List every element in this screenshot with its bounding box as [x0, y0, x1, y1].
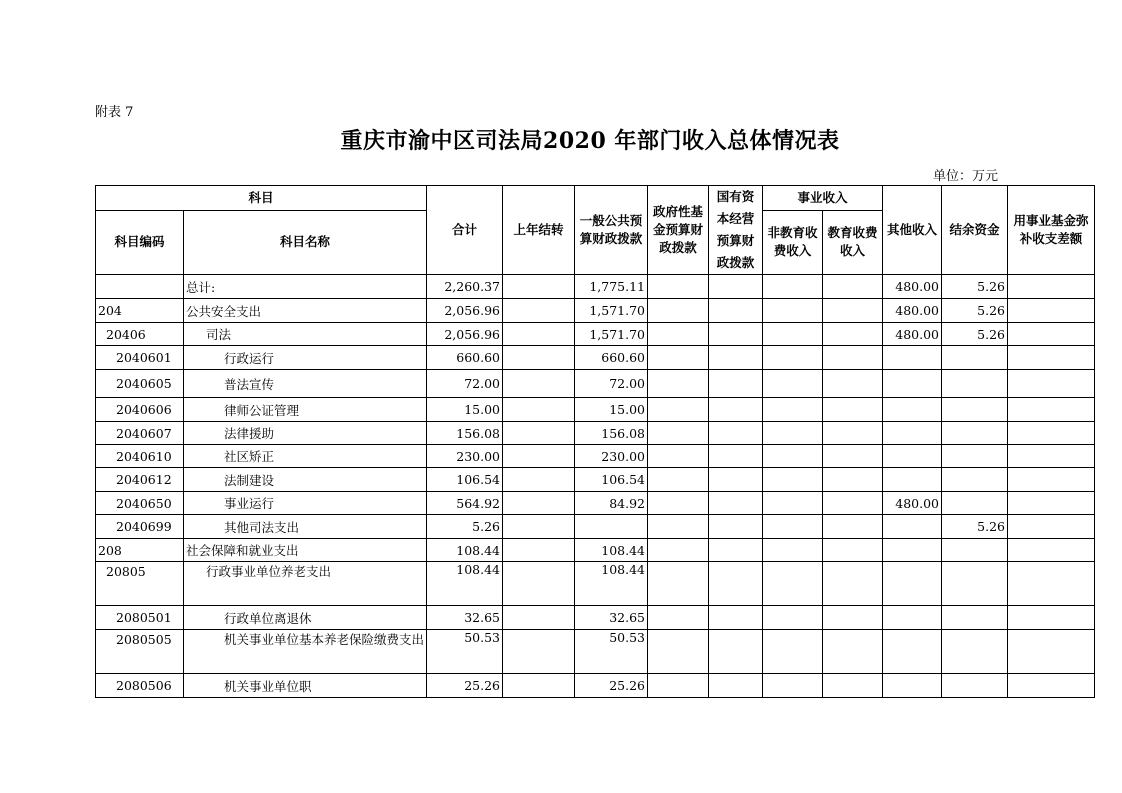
value-cell-total: 2,260.37: [427, 275, 503, 299]
subject-name-cell: 普法宣传: [184, 370, 427, 398]
value-cell-total: 156.08: [427, 422, 503, 445]
value-cell-gov-fund: [648, 422, 709, 445]
table-row: [96, 562, 1095, 606]
value-cell-state-cap: [709, 299, 763, 323]
header-carryover: 上年结转: [503, 186, 575, 275]
value-cell-fund-offset: [1008, 468, 1095, 492]
subject-code-cell: 2040606: [96, 398, 184, 422]
value-cell-surplus: [942, 468, 1008, 492]
subject-name-cell: 总计:: [184, 275, 427, 299]
value-cell-carryover: [503, 492, 575, 515]
value-cell-fund-offset: [1008, 299, 1095, 323]
value-cell-other: 480.00: [883, 299, 942, 323]
value-cell-edu: [823, 674, 883, 698]
value-cell-carryover: [503, 674, 575, 698]
value-cell-edu: [823, 492, 883, 515]
value-cell-state-cap: [709, 468, 763, 492]
header-subject: 科目: [96, 186, 427, 211]
value-cell-gov-fund: [648, 468, 709, 492]
value-cell-total: 32.65: [427, 606, 503, 630]
value-cell-state-cap: [709, 398, 763, 422]
header-total: 合计: [427, 186, 503, 275]
value-cell-carryover: [503, 323, 575, 346]
subject-code-cell: 2040607: [96, 422, 184, 445]
subject-name-cell: 法律援助: [184, 422, 427, 445]
table-row: [96, 539, 1095, 562]
value-cell-non-edu: [763, 674, 823, 698]
value-cell-general: 1,571.70: [575, 299, 648, 323]
value-cell-non-edu: [763, 539, 823, 562]
value-cell-edu: [823, 275, 883, 299]
table-row: [96, 422, 1095, 445]
subject-code-cell: 204: [96, 299, 184, 323]
value-cell-fund-offset: [1008, 398, 1095, 422]
value-cell-surplus: [942, 630, 1008, 674]
value-cell-total: 230.00: [427, 445, 503, 468]
value-cell-total: 108.44: [427, 562, 503, 606]
value-cell-carryover: [503, 630, 575, 674]
unit-label: 单位：万元: [932, 169, 998, 184]
value-cell-carryover: [503, 562, 575, 606]
value-cell-gov-fund: [648, 323, 709, 346]
subject-code-cell: 2040610: [96, 445, 184, 468]
value-cell-other: [883, 422, 942, 445]
value-cell-total: 564.92: [427, 492, 503, 515]
value-cell-surplus: 5.26: [942, 275, 1008, 299]
value-cell-general: 15.00: [575, 398, 648, 422]
value-cell-total: 5.26: [427, 515, 503, 539]
value-cell-other: [883, 674, 942, 698]
value-cell-carryover: [503, 398, 575, 422]
value-cell-general: 1,571.70: [575, 323, 648, 346]
subject-code-cell: 20805: [96, 562, 184, 606]
value-cell-surplus: [942, 370, 1008, 398]
value-cell-non-edu: [763, 492, 823, 515]
value-cell-fund-offset: [1008, 606, 1095, 630]
value-cell-other: [883, 630, 942, 674]
table-row: [96, 445, 1095, 468]
value-cell-fund-offset: [1008, 539, 1095, 562]
value-cell-fund-offset: [1008, 275, 1095, 299]
value-cell-state-cap: [709, 492, 763, 515]
table-row: [96, 275, 1095, 299]
value-cell-fund-offset: [1008, 630, 1095, 674]
value-cell-gov-fund: [648, 562, 709, 606]
value-cell-total: 108.44: [427, 539, 503, 562]
header-edu-fee: 教育收费收入: [823, 210, 883, 274]
value-cell-non-edu: [763, 275, 823, 299]
subject-name-cell: 机关事业单位基本养老保险缴费支出: [184, 630, 427, 674]
subject-name-cell: 事业运行: [184, 492, 427, 515]
value-cell-other: [883, 445, 942, 468]
table-row: [96, 630, 1095, 674]
value-cell-gov-fund: [648, 674, 709, 698]
value-cell-gov-fund: [648, 445, 709, 468]
value-cell-general: 1,775.11: [575, 275, 648, 299]
value-cell-state-cap: [709, 346, 763, 370]
header-gov-fund: 政府性基金预算财政拨款: [648, 186, 709, 275]
table-row: [96, 299, 1095, 323]
subject-name-cell: 社会保障和就业支出: [184, 539, 427, 562]
table-row: [96, 346, 1095, 370]
value-cell-surplus: [942, 445, 1008, 468]
value-cell-gov-fund: [648, 275, 709, 299]
subject-code-cell: 2040612: [96, 468, 184, 492]
header-fund-offset: 用事业基金弥补收支差额: [1008, 186, 1095, 275]
value-cell-non-edu: [763, 562, 823, 606]
table-body: [96, 275, 1095, 698]
value-cell-carryover: [503, 539, 575, 562]
value-cell-non-edu: [763, 606, 823, 630]
header-surplus: 结余资金: [942, 186, 1008, 275]
value-cell-edu: [823, 299, 883, 323]
value-cell-edu: [823, 346, 883, 370]
value-cell-state-cap: [709, 630, 763, 674]
table-row: [96, 398, 1095, 422]
value-cell-other: [883, 468, 942, 492]
value-cell-surplus: [942, 539, 1008, 562]
table-row: [96, 323, 1095, 346]
value-cell-carryover: [503, 299, 575, 323]
value-cell-surplus: [942, 422, 1008, 445]
annex-label: 附表 7: [95, 105, 134, 120]
value-cell-other: [883, 515, 942, 539]
value-cell-non-edu: [763, 468, 823, 492]
value-cell-state-cap: [709, 370, 763, 398]
value-cell-gov-fund: [648, 606, 709, 630]
value-cell-total: 2,056.96: [427, 323, 503, 346]
income-table: [95, 185, 1095, 698]
subject-name-cell: 行政事业单位养老支出: [184, 562, 427, 606]
value-cell-general: 25.26: [575, 674, 648, 698]
header-general-budget: 一般公共预算财政拨款: [575, 186, 648, 275]
value-cell-total: 25.26: [427, 674, 503, 698]
value-cell-total: 660.60: [427, 346, 503, 370]
value-cell-other: [883, 562, 942, 606]
value-cell-general: 50.53: [575, 630, 648, 674]
subject-code-cell: [96, 275, 184, 299]
value-cell-edu: [823, 323, 883, 346]
value-cell-fund-offset: [1008, 370, 1095, 398]
subject-name-cell: 行政运行: [184, 346, 427, 370]
table-row: [96, 468, 1095, 492]
value-cell-surplus: 5.26: [942, 515, 1008, 539]
subject-name-cell: 公共安全支出: [184, 299, 427, 323]
value-cell-state-cap: [709, 422, 763, 445]
value-cell-fund-offset: [1008, 422, 1095, 445]
value-cell-edu: [823, 398, 883, 422]
value-cell-fund-offset: [1008, 492, 1095, 515]
value-cell-other: 480.00: [883, 323, 942, 346]
subject-code-cell: 20406: [96, 323, 184, 346]
value-cell-edu: [823, 539, 883, 562]
value-cell-non-edu: [763, 515, 823, 539]
subject-name-cell: 行政单位离退休: [184, 606, 427, 630]
value-cell-carryover: [503, 468, 575, 492]
value-cell-state-cap: [709, 515, 763, 539]
value-cell-carryover: [503, 275, 575, 299]
subject-code-cell: 2040699: [96, 515, 184, 539]
value-cell-surplus: [942, 492, 1008, 515]
header-other-income: 其他收入: [883, 186, 942, 275]
value-cell-general: 230.00: [575, 445, 648, 468]
header-subject-name: 科目名称: [184, 210, 427, 274]
value-cell-general: 72.00: [575, 370, 648, 398]
value-cell-general: 156.08: [575, 422, 648, 445]
subject-name-cell: 法制建设: [184, 468, 427, 492]
subject-name-cell: 机关事业单位职: [184, 674, 427, 698]
value-cell-carryover: [503, 606, 575, 630]
subject-code-cell: 2080501: [96, 606, 184, 630]
value-cell-gov-fund: [648, 539, 709, 562]
value-cell-edu: [823, 468, 883, 492]
value-cell-state-cap: [709, 562, 763, 606]
value-cell-general: 108.44: [575, 562, 648, 606]
table-row: [96, 515, 1095, 539]
value-cell-non-edu: [763, 630, 823, 674]
header-subject-code: 科目编码: [96, 210, 184, 274]
value-cell-fund-offset: [1008, 562, 1095, 606]
value-cell-edu: [823, 445, 883, 468]
value-cell-total: 106.54: [427, 468, 503, 492]
value-cell-other: 480.00: [883, 275, 942, 299]
value-cell-non-edu: [763, 422, 823, 445]
subject-name-cell: 社区矫正: [184, 445, 427, 468]
value-cell-state-cap: [709, 275, 763, 299]
value-cell-carryover: [503, 370, 575, 398]
page-title: 重庆市渝中区司法局2020 年部门收入总体情况表: [340, 128, 840, 154]
value-cell-total: 50.53: [427, 630, 503, 674]
value-cell-non-edu: [763, 370, 823, 398]
value-cell-other: 480.00: [883, 492, 942, 515]
value-cell-total: 2,056.96: [427, 299, 503, 323]
value-cell-carryover: [503, 346, 575, 370]
value-cell-general: 84.92: [575, 492, 648, 515]
subject-name-cell: 律师公证管理: [184, 398, 427, 422]
subject-code-cell: 2040601: [96, 346, 184, 370]
value-cell-state-cap: [709, 323, 763, 346]
value-cell-non-edu: [763, 398, 823, 422]
header-state-capital: 国有资本经营预算财政拨款: [709, 186, 763, 275]
subject-code-cell: 208: [96, 539, 184, 562]
value-cell-surplus: [942, 606, 1008, 630]
value-cell-non-edu: [763, 346, 823, 370]
value-cell-surplus: [942, 562, 1008, 606]
value-cell-general: 108.44: [575, 539, 648, 562]
table-row: [96, 370, 1095, 398]
value-cell-other: [883, 539, 942, 562]
value-cell-edu: [823, 606, 883, 630]
subject-name-cell: 司法: [184, 323, 427, 346]
value-cell-surplus: [942, 346, 1008, 370]
header-business-income: 事业收入: [763, 186, 883, 211]
value-cell-state-cap: [709, 606, 763, 630]
value-cell-surplus: [942, 398, 1008, 422]
header-non-edu-fee: 非教育收费收入: [763, 210, 823, 274]
subject-code-cell: 2040605: [96, 370, 184, 398]
value-cell-gov-fund: [648, 370, 709, 398]
value-cell-fund-offset: [1008, 674, 1095, 698]
value-cell-gov-fund: [648, 515, 709, 539]
value-cell-edu: [823, 370, 883, 398]
value-cell-non-edu: [763, 299, 823, 323]
value-cell-edu: [823, 422, 883, 445]
value-cell-gov-fund: [648, 346, 709, 370]
value-cell-gov-fund: [648, 492, 709, 515]
value-cell-general: 32.65: [575, 606, 648, 630]
value-cell-state-cap: [709, 674, 763, 698]
value-cell-other: [883, 606, 942, 630]
value-cell-general: 106.54: [575, 468, 648, 492]
table-row: [96, 606, 1095, 630]
value-cell-carryover: [503, 515, 575, 539]
value-cell-fund-offset: [1008, 346, 1095, 370]
value-cell-surplus: 5.26: [942, 299, 1008, 323]
value-cell-carryover: [503, 422, 575, 445]
value-cell-carryover: [503, 445, 575, 468]
table-row: [96, 674, 1095, 698]
value-cell-fund-offset: [1008, 323, 1095, 346]
value-cell-other: [883, 346, 942, 370]
value-cell-surplus: 5.26: [942, 323, 1008, 346]
subject-code-cell: 2080505: [96, 630, 184, 674]
subject-name-cell: 其他司法支出: [184, 515, 427, 539]
value-cell-other: [883, 370, 942, 398]
value-cell-total: 15.00: [427, 398, 503, 422]
value-cell-gov-fund: [648, 299, 709, 323]
value-cell-edu: [823, 630, 883, 674]
subject-code-cell: 2080506: [96, 674, 184, 698]
value-cell-fund-offset: [1008, 445, 1095, 468]
value-cell-fund-offset: [1008, 515, 1095, 539]
value-cell-gov-fund: [648, 630, 709, 674]
value-cell-general: 660.60: [575, 346, 648, 370]
value-cell-edu: [823, 562, 883, 606]
subject-code-cell: 2040650: [96, 492, 184, 515]
value-cell-state-cap: [709, 539, 763, 562]
value-cell-gov-fund: [648, 398, 709, 422]
table-row: [96, 492, 1095, 515]
value-cell-total: 72.00: [427, 370, 503, 398]
value-cell-non-edu: [763, 445, 823, 468]
value-cell-other: [883, 398, 942, 422]
value-cell-edu: [823, 515, 883, 539]
value-cell-non-edu: [763, 323, 823, 346]
value-cell-general: [575, 515, 648, 539]
value-cell-surplus: [942, 674, 1008, 698]
value-cell-state-cap: [709, 445, 763, 468]
